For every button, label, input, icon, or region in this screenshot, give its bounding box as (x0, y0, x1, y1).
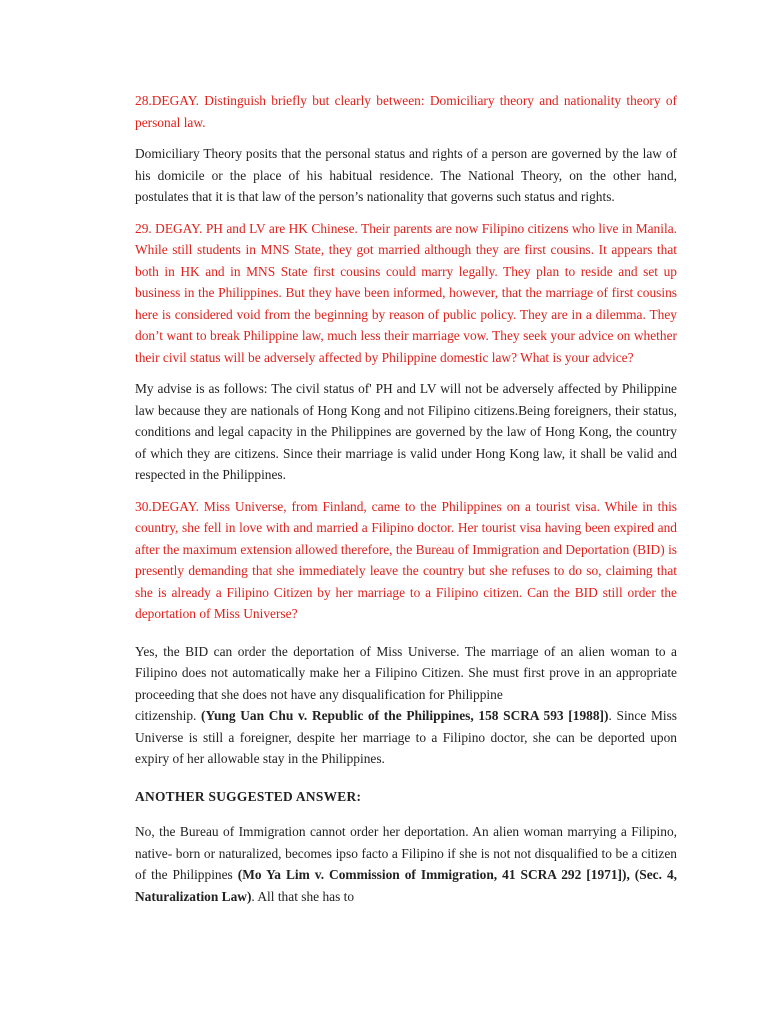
question-29-text: 29. DEGAY. PH and LV are HK Chinese. Their parents are now Filipino citizens who live in Manila. While still students in MNS State, they got married although they are first cousins. It appears that both in HK and in MNS State first cousins could marry legally. They plan to reside and set up business in the Philippines. But they have been informed, however, that the marriage of first cousins here is considered void from the beginning by reason of public policy. They are in a dilemma. They don’t want to break Philippine law, much less their marriage vow. They seek your advice on whether their civil status will be adversely affected by Philippine domestic law? What is your advice? (135, 220, 677, 365)
another-suggested-answer (135, 821, 677, 907)
another-answer-citation: (Mo Ya Lim v. Commission of Immigration, 41 SCRA 292 [1971]), (Sec. 4, Naturalization Law) (135, 867, 677, 904)
answer-30-citation: (Yung Uan Chu v. Republic of the Philippines, 158 SCRA 593 [1988]) (201, 708, 609, 723)
answer-30-part1: Yes, the BID can order the deportation of Miss Universe. The marriage of an alien woman to a Filipino does not automatically make her a Filipino Citizen. She must first prove in an appropriate proceeding that she does not have any disqualification for Philippine (135, 643, 677, 702)
question-30-text: 30.DEGAY. Miss Universe, from Finland, came to the Philippines on a tourist visa. While in this country, she fell in love with and married a Filipino doctor. Her tourist visa having been expired and after the maximum extension allowed therefore, the Bureau of Immigration and Deportation (BID) is presently demanding that she immediately leave the country but she refuses to do so, claiming that she is already a Filipino Citizen by her marriage to a Filipino citizen. Can the BID still order the deportation of Miss Universe? (135, 498, 677, 621)
document-page (135, 90, 677, 917)
answer-30 (135, 641, 677, 770)
question-30 (135, 496, 677, 625)
question-29 (135, 218, 677, 369)
answer-30-part2: citizenship. (135, 708, 202, 723)
another-suggested-answer-heading: ANOTHER SUGGESTED ANSWER: (135, 788, 362, 804)
answer-29 (135, 378, 677, 486)
question-28-text: 28.DEGAY. Distinguish briefly but clearly between: Domiciliary theory and nationality theory of personal law. (135, 93, 677, 130)
answer-28 (135, 143, 677, 208)
another-answer-part2: . All that she has to (251, 888, 355, 904)
answer-30-part3: . Since Miss Universe is still a foreigner, despite her marriage to a Filipino doctor, she can be deported upon expiry of her allowable stay in the Philippines. (135, 708, 677, 766)
answer-29-text: My advise is as follows: The civil status of' PH and LV will not be adversely affected by Philippine law because they are nationals of Hong Kong and not Filipino citizens.Being foreigners, their status, conditions and legal capacity in the Philippines are governed by the law of Hong Kong, the country of which they are citizens. Since their marriage is valid under Hong Kong law, it shall be valid and respected in the Philippines. (135, 381, 677, 482)
question-28 (135, 90, 677, 133)
answer-28-text: Domiciliary Theory posits that the personal status and rights of a person are governed by the law of his domicile or the place of his habitual residence. The National Theory, on the other hand, postulates that it is that law of the person’s nationality that governs such status and rights. (135, 146, 677, 204)
another-answer-part1: No, the Bureau of Immigration cannot order her deportation. An alien woman marrying a Filipino, native- born or naturalized, becomes ipso facto a Filipino if she is not not disqualified to be a citizen of the Philippines (135, 824, 677, 882)
